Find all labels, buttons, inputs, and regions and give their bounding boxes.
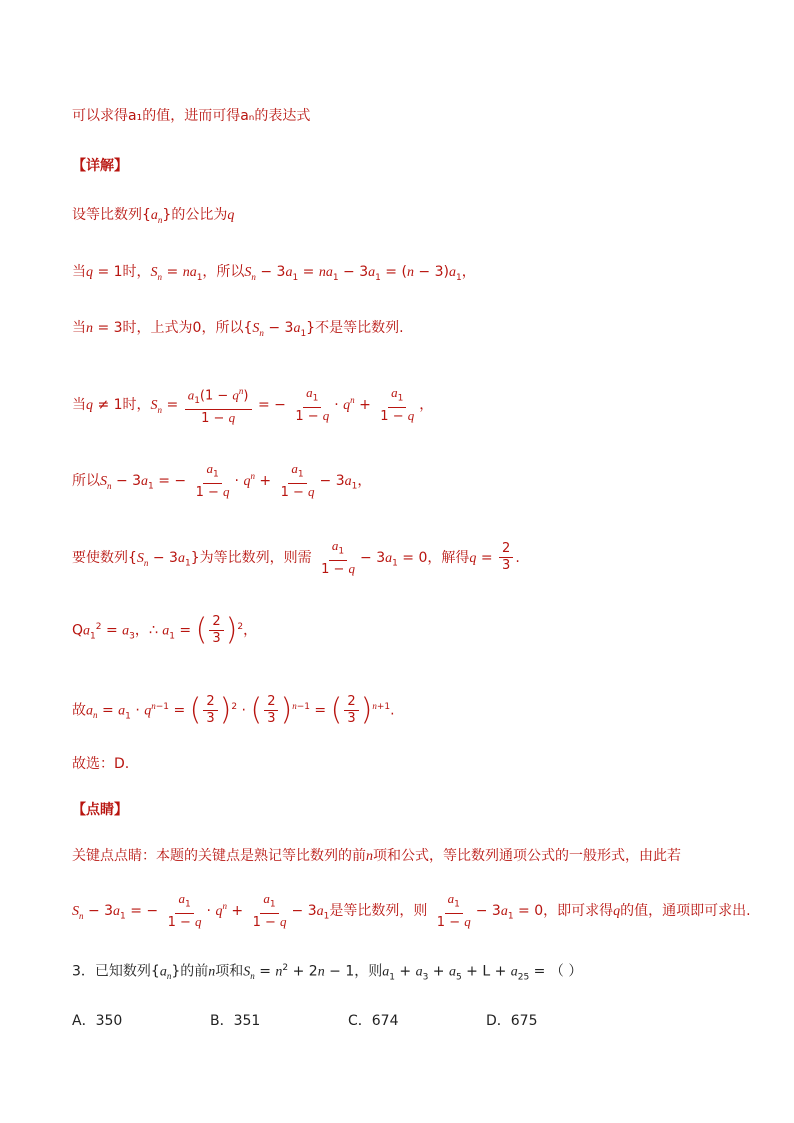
option-c[interactable]: C．674 (348, 1013, 399, 1029)
comment-text2: 项和公式，等比数列通项公式的一般形式，由此若 (373, 848, 681, 864)
fraction: $\frac{2}{3}$ (203, 694, 217, 727)
fraction: $\frac{a_1}{1 - q}$ (295, 385, 330, 424)
fraction: $\frac{a_1}{1 - q}$ (321, 538, 356, 577)
case-text2: 时，上式为 (122, 320, 193, 336)
comment-text3: 是等比数列，则 (329, 902, 428, 919)
question-3: 3．已知数列$\{a_n\}$的前n项和$S_n = n^2 + 2n - 1$，则$a_1 + a_3 + a_5 + L + a_{25}$ = （ ） (72, 963, 583, 983)
case-text2: 为等比数列，则需 (199, 549, 312, 566)
question-text4: ，则 (354, 963, 383, 980)
comment-text5: 的值，通项即可求出. (620, 902, 751, 919)
comment-text4: ，即可求得 (543, 902, 614, 919)
comment-line-1: 关键点点睛：本题的关键点是熟记等比数列的前n项和公式，等比数列通项公式的一般形式，由此若 (72, 848, 681, 864)
option-a[interactable]: A．350 (72, 1013, 123, 1029)
case-text: 当 (72, 320, 86, 336)
case-text: 当 (72, 396, 86, 413)
case-q-not-1: 当q ≠ 1时，$S_n$ = $\frac{a_1(1 - q^n)}{1 - q}$ = − $\frac{a_1}{1 - q}$ · $q^n$ + $\frac{a_1}{1 - q}$ ， (72, 383, 433, 427)
case-q-equals-1: 当q = 1时，$S_n = na_1$，所以$S_n - 3a_1 = na_1 - 3a_1 = (n - 3)a_1$， (72, 264, 476, 283)
answer-line: 故选：D. (72, 756, 130, 772)
hint-text: 可以求得a₁的值，进而可得aₙ的表达式 (72, 108, 311, 124)
case-text2: 时， (122, 264, 151, 280)
fraction: $\frac{2}{3}$ (344, 694, 358, 727)
answer-blank: （ ） (549, 963, 583, 980)
question-text: 3．已知数列 (72, 963, 151, 980)
because-symbol: Q (72, 622, 84, 639)
step-ratio: 设等比数列$\{a_n\}$的公比为q (72, 207, 235, 225)
condition-line: 要使数列$\{S_n - 3a_1\}$为等比数列，则需 $\frac{a_1}{1 - q}$ − $3a_1 = 0$，解得q = $\frac{2}{3}$ . (72, 538, 520, 577)
case-text: 当 (72, 264, 86, 280)
case-text4: 不是等比数列. (315, 320, 404, 336)
case-text3: ，解得 (427, 549, 470, 566)
case-text2: 时， (122, 396, 151, 413)
fraction: $\frac{a_1}{1 - q}$ (252, 891, 287, 930)
result-line: 故$a_n = a_1 \cdot q^{n-1}$ = ( $\frac{2}{3}$ )$^2$ · ( $\frac{2}{3}$ )$^{n-1}$ = ( $\frac{2}{3}$ )$^{n+1}$. (72, 692, 395, 728)
fraction: $\frac{a_1}{1 - q}$ (195, 461, 230, 500)
case-text: 故 (72, 702, 86, 719)
case-text: 所以 (72, 472, 100, 489)
expression-line: 所以$S_n - 3a_1$ = − $\frac{a_1}{1 - q}$ · $q^n$ + $\frac{a_1}{1 - q}$ − $3a_1$， (72, 461, 372, 500)
question-text2: 的前 (180, 963, 209, 980)
option-d[interactable]: D．675 (486, 1013, 538, 1029)
step-ratio-text2: 的公比为 (171, 207, 228, 223)
hint-line (72, 106, 310, 126)
question-text3: 项和 (215, 963, 244, 980)
comment-text: 关键点点睛：本题的关键点是熟记等比数列的前 (72, 848, 366, 864)
comment-heading: 【点睛】 (72, 802, 128, 818)
comment-line-2: $S_n - 3a_1$ = − $\frac{a_1}{1 - q}$ · $q^n$ + $\frac{a_1}{1 - q}$ − $3a_1$是等比数列，则 $\frac{a_1}{1 - q}$ − $3a_1 = 0$，即可求得q的值，通项即可求出. (72, 891, 751, 930)
detail-heading: 【详解】 (72, 158, 128, 174)
fraction: $\frac{a_1}{1 - q}$ (167, 891, 202, 930)
case-text: 要使数列 (72, 549, 128, 566)
fraction: $\frac{2}{3}$ (209, 614, 223, 647)
fraction: $\frac{a_1(1 - q^n)}{1 - q}$ (185, 383, 252, 427)
zero-value: 0 (192, 320, 202, 336)
step-ratio-text: 设等比数列 (72, 207, 142, 223)
case-text3: ，所以 (202, 264, 245, 280)
fraction: $\frac{a_1}{1 - q}$ (436, 891, 471, 930)
fraction: $\frac{a_1}{1 - q}$ (380, 385, 415, 424)
case-text3: ，所以 (201, 320, 244, 336)
fraction: $\frac{a_1}{1 - q}$ (280, 461, 315, 500)
option-b[interactable]: B．351 (210, 1013, 261, 1029)
fraction: $\frac{2}{3}$ (499, 541, 513, 574)
a1-line: $Qa_1^2 = a_3$，∴ $a_1$ = ( $\frac{2}{3}$ )$^2$， (72, 612, 258, 648)
case-n-equals-3: 当n = 3时，上式为0，所以$\{S_n - 3a_1\}$不是等比数列. (72, 320, 404, 339)
fraction: $\frac{2}{3}$ (264, 694, 278, 727)
